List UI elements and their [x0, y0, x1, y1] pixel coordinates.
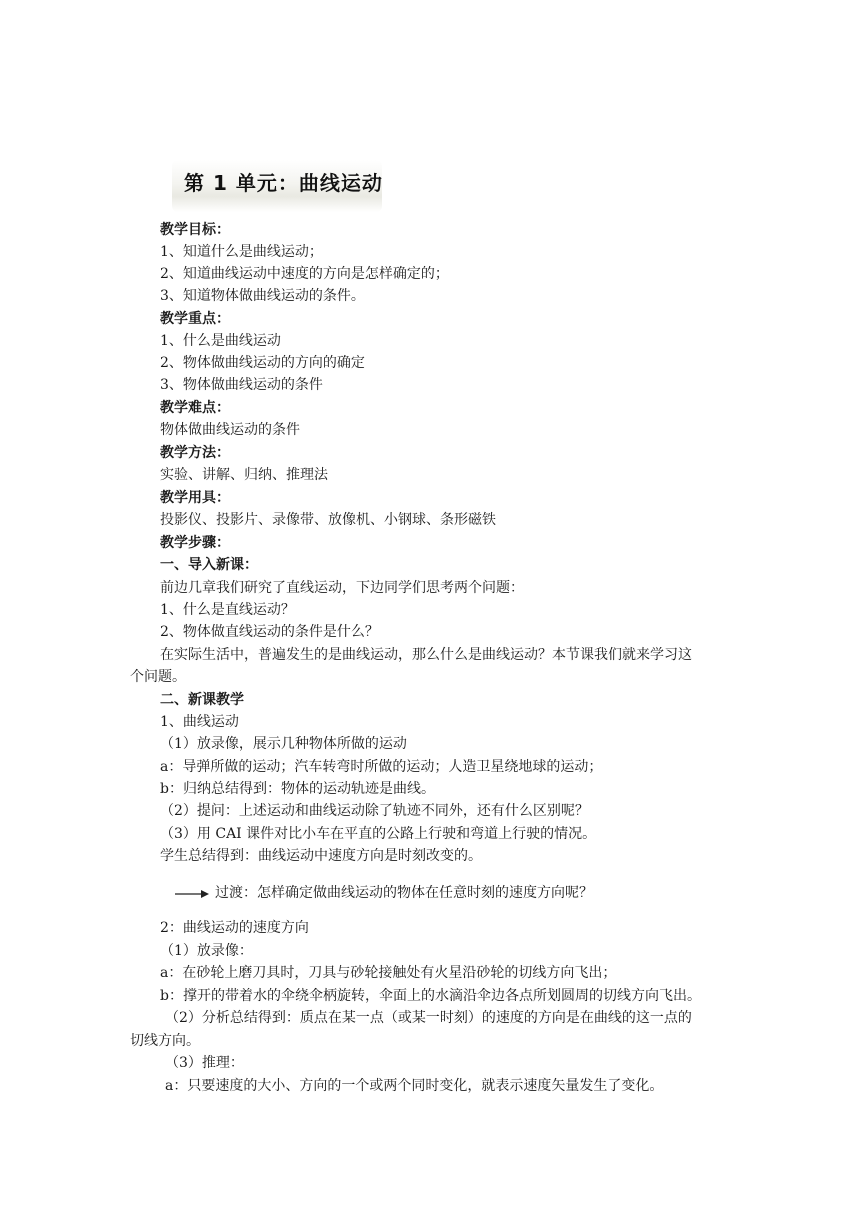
- objective-2: 2、知道曲线运动中速度的方向是怎样确定的；: [160, 266, 449, 282]
- paragraph-line: 切线方向。: [130, 1033, 200, 1049]
- difficulty-text: 物体做曲线运动的条件: [160, 422, 300, 438]
- heading-difficulties: 教学难点：: [160, 400, 230, 416]
- paragraph-line: b：归纳总结得到：物体的运动轨迹是曲线。: [160, 781, 435, 797]
- heading-objectives: 教学目标：: [160, 222, 230, 238]
- heading-tools: 教学用具：: [160, 490, 230, 506]
- tools-text: 投影仪、投影片、录像带、放像机、小钢球、条形磁铁: [160, 512, 496, 528]
- paragraph-line: 在实际生活中，普遍发生的是曲线运动，那么什么是曲线运动？本节课我们就来学习这: [160, 647, 692, 663]
- transition-line: 过渡：怎样确定做曲线运动的物体在任意时刻的速度方向呢？: [215, 885, 593, 901]
- heading-key-points: 教学重点：: [160, 311, 230, 327]
- section-1-heading: 一、导入新课：: [160, 557, 258, 573]
- paragraph-line: a：只要速度的大小、方向的一个或两个同时变化，就表示速度矢量发生了变化。: [165, 1078, 664, 1094]
- section-2-heading: 二、新课教学: [160, 692, 244, 708]
- paragraph-line: 个问题。: [130, 669, 186, 685]
- paragraph-line: （1）放录像，展示几种物体所做的运动: [160, 736, 407, 752]
- subsection-heading: 1、曲线运动: [160, 714, 239, 730]
- paragraph-line: 前边几章我们研究了直线运动，下边同学们思考两个问题：: [160, 580, 524, 596]
- objective-3: 3、知道物体做曲线运动的条件。: [160, 288, 365, 304]
- paragraph-line: （2）分析总结得到：质点在某一点（或某一时刻）的速度的方向是在曲线的这一点的: [165, 1010, 692, 1026]
- paragraph-line: b：撑开的带着水的伞绕伞柄旋转，伞面上的水滴沿伞边各点所划圆周的切线方向飞出。: [160, 988, 701, 1004]
- question-1: 1、什么是直线运动？: [160, 602, 295, 618]
- arrow-right-icon: [175, 889, 209, 899]
- paragraph-line: （3）用 CAI 课件对比小车在平直的公路上行驶和弯道上行驶的情况。: [160, 826, 597, 842]
- page-title: 第 1 单元：曲线运动: [184, 171, 383, 195]
- methods-text: 实验、讲解、归纳、推理法: [160, 467, 328, 483]
- paragraph-line: （2）提问：上述运动和曲线运动除了轨迹不同外，还有什么区别呢？: [160, 803, 589, 819]
- subsection-heading: 2：曲线运动的速度方向: [160, 920, 309, 936]
- objective-1: 1、知道什么是曲线运动；: [160, 244, 323, 260]
- key-point-1: 1、什么是曲线运动: [160, 333, 281, 349]
- paragraph-line: （3）推理：: [165, 1055, 244, 1071]
- key-point-3: 3、物体做曲线运动的条件: [160, 377, 323, 393]
- paragraph-line: a：导弹所做的运动；汽车转弯时所做的运动；人造卫星绕地球的运动；: [160, 759, 603, 775]
- heading-methods: 教学方法：: [160, 445, 230, 461]
- paragraph-line: 学生总结得到：曲线运动中速度方向是时刻改变的。: [160, 848, 482, 864]
- key-point-2: 2、物体做曲线运动的方向的确定: [160, 355, 365, 371]
- question-2: 2、物体做直线运动的条件是什么？: [160, 624, 379, 640]
- paragraph-line: a：在砂轮上磨刀具时，刀具与砂轮接触处有火星沿砂轮的切线方向飞出；: [160, 965, 617, 981]
- heading-steps: 教学步骤：: [160, 535, 230, 551]
- paragraph-line: （1）放录像：: [160, 943, 253, 959]
